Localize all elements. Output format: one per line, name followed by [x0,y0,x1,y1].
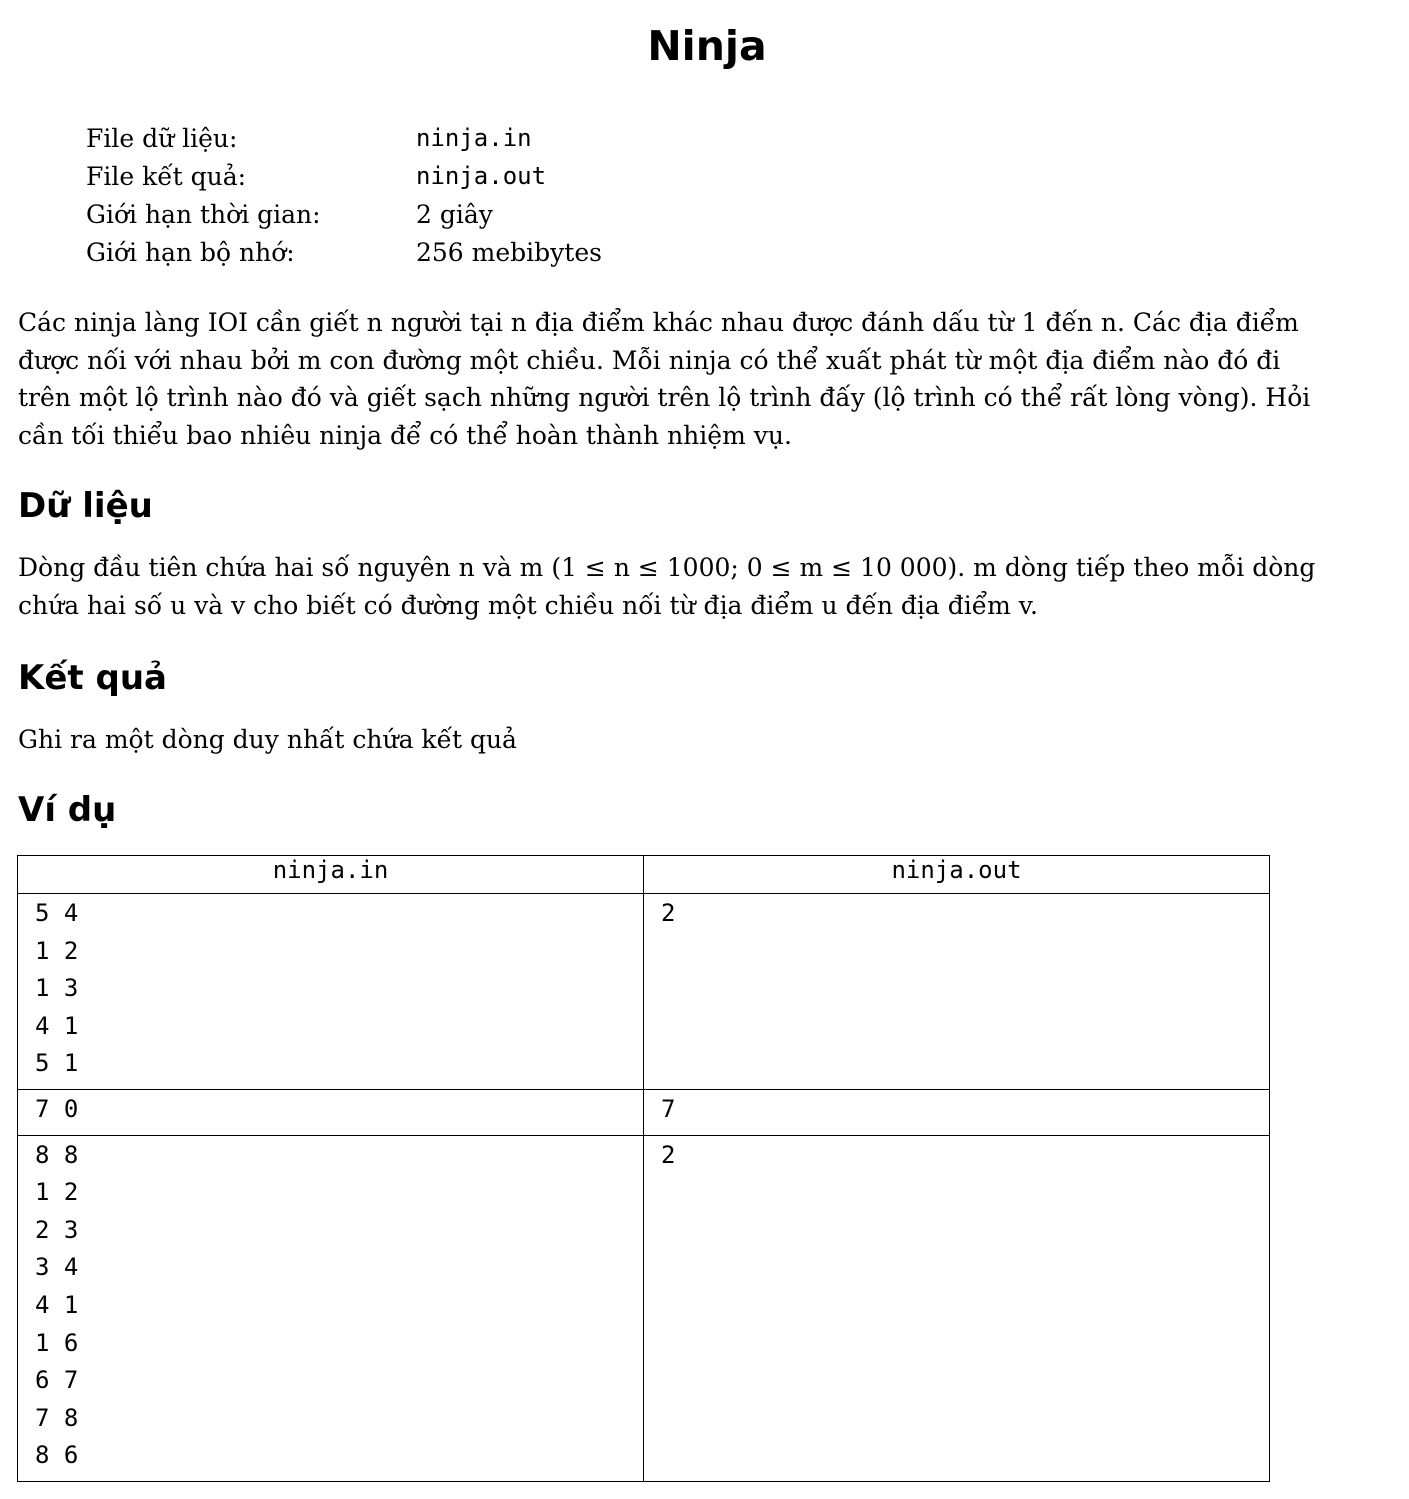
example-row [18,894,1270,1090]
example-output-cell [644,1089,1270,1135]
meta-row-memory-limit [86,233,602,271]
example-line: 4 1 [35,1011,79,1040]
input-line: chứa hai số u và v cho biết có đường một chiều nối từ địa điểm u đến địa điểm v. [18,590,1038,620]
example-input-cell [18,894,644,1090]
meta-value: ninja.in [416,124,532,152]
example-line: 2 [661,899,676,927]
statement-line: được nối với nhau bởi m con đường một chiều. Mỗi ninja có thể xuất phát từ một địa điểm nào đó đi [18,345,1281,375]
examples-heading: Ví dụ [18,790,117,830]
example-input-cell [18,1089,644,1135]
example-line: 7 0 [35,1094,79,1123]
input-description [18,549,1396,624]
examples-table [17,855,1270,1482]
problem-statement [18,304,1396,454]
statement-line: Các ninja làng IOI cần giết n người tại n địa điểm khác nhau được đánh dấu từ 1 đến n. Các địa điểm [18,308,1299,337]
meta-label: Giới hạn bộ nhớ: [86,237,295,267]
column-header-input: ninja.in [18,856,644,894]
problem-meta [86,119,602,271]
problem-title: Ninja [647,22,767,70]
example-line: 1 2 [35,936,79,965]
meta-row-output-file [86,157,602,195]
output-line: Ghi ra một dòng duy nhất chứa kết quả [18,725,517,754]
meta-row-input-file [86,119,602,157]
example-line: 8 6 [35,1441,79,1470]
example-line: 1 6 [35,1328,79,1357]
input-line: Dòng đầu tiên chứa hai số nguyên n và m (1 ≤ n ≤ 1000; 0 ≤ m ≤ 10 000). m dòng tiếp theo mỗi dòng [18,553,1316,582]
example-line: 2 [661,1140,676,1169]
example-line: 3 4 [35,1253,79,1282]
statement-line: trên một lộ trình nào đó và giết sạch những người trên lộ trình đấy (lộ trình có thể rất lòng vòng). Hỏi [18,383,1311,413]
example-line: 7 8 [35,1403,79,1432]
example-line: 2 3 [35,1215,79,1244]
output-description [18,721,1396,759]
examples-header-row [18,856,1270,894]
example-row [18,1135,1270,1481]
example-line: 5 4 [35,899,79,927]
example-line: 4 1 [35,1290,79,1319]
example-line: 8 8 [35,1140,79,1169]
example-output-cell [644,894,1270,1090]
meta-value: 2 giây [416,199,493,229]
meta-value: 256 mebibytes [416,237,602,267]
example-line: 7 [661,1094,676,1123]
example-line: 6 7 [35,1366,79,1395]
meta-label: File kết quả: [86,161,247,191]
example-line: 1 3 [35,974,79,1003]
output-heading: Kết quả [18,658,167,698]
example-input-cell [18,1135,644,1481]
example-row [18,1089,1270,1135]
input-heading: Dữ liệu [18,486,153,526]
statement-line: cần tối thiểu bao nhiêu ninja để có thể hoàn thành nhiệm vụ. [18,420,792,450]
example-output-cell [644,1135,1270,1481]
column-header-output: ninja.out [644,856,1270,894]
example-line: 5 1 [35,1049,79,1078]
meta-row-time-limit [86,195,602,233]
meta-label: Giới hạn thời gian: [86,199,321,229]
example-line: 1 2 [35,1178,79,1207]
meta-value: ninja.out [416,162,547,190]
meta-label: File dữ liệu: [86,123,238,153]
